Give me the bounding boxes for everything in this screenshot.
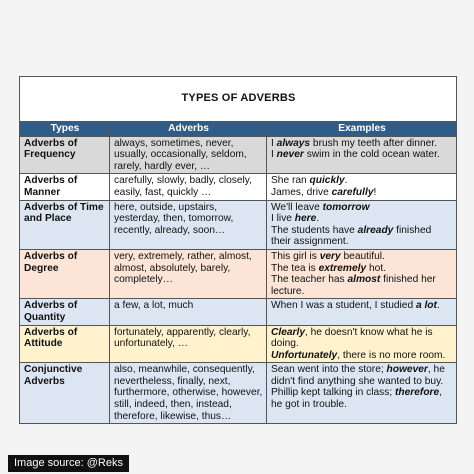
type-cell: Adverbs of Degree <box>20 249 110 298</box>
examples-cell <box>267 325 457 363</box>
example-text: finished her lecture. <box>271 274 436 297</box>
example-adverb: always <box>276 137 311 149</box>
example-text: I <box>271 137 277 149</box>
example-sentence <box>271 175 453 187</box>
example-text: . <box>344 175 348 187</box>
example-text: brush my teeth after dinner. <box>310 137 437 149</box>
example-text: swim in the cold ocean water. <box>303 149 440 161</box>
example-adverb: however <box>386 364 428 376</box>
example-text: . <box>316 213 320 225</box>
header-row <box>20 122 457 137</box>
example-sentence <box>271 327 453 350</box>
example-adverb: almost <box>347 274 381 286</box>
header-examples: Examples <box>267 122 457 137</box>
example-sentence <box>271 213 453 225</box>
row-attitude <box>20 325 457 363</box>
example-sentence <box>271 350 453 362</box>
examples-cell <box>267 200 457 249</box>
example-adverb: tomorrow <box>322 201 370 213</box>
example-sentence <box>271 274 453 297</box>
example-sentence <box>271 387 453 410</box>
row-manner <box>20 174 457 200</box>
row-conjunctive <box>20 363 457 424</box>
example-text: . <box>436 300 440 312</box>
example-text: She ran <box>271 175 310 187</box>
example-sentence <box>271 300 453 312</box>
example-text: This girl is <box>271 250 320 262</box>
example-text: Sean went into the store; <box>271 364 387 376</box>
example-adverb: already <box>357 224 394 236</box>
table-title: TYPES OF ADVERBS <box>20 77 457 122</box>
type-cell: Adverbs of Attitude <box>20 325 110 363</box>
example-text: hot. <box>366 262 386 274</box>
examples-cell <box>267 363 457 424</box>
example-sentence <box>271 138 453 150</box>
row-quantity <box>20 299 457 325</box>
adverbs-cell: fortunately, apparently, clearly, unfortunately, … <box>110 325 267 363</box>
header-adverbs: Adverbs <box>110 122 267 137</box>
type-cell: Adverbs of Frequency <box>20 136 110 174</box>
example-sentence <box>271 149 453 161</box>
example-adverb: extremely <box>318 262 367 274</box>
example-adverb: therefore <box>395 387 440 399</box>
example-sentence <box>271 225 453 248</box>
example-text: We'll leave <box>271 201 323 213</box>
examples-cell <box>267 174 457 200</box>
examples-cell <box>267 136 457 174</box>
example-text: I live <box>271 213 295 225</box>
adverbs-cell: always, sometimes, never, usually, occasionally, seldom, rarely, hardly ever, … <box>110 136 267 174</box>
example-sentence <box>271 202 453 214</box>
example-text: , he doesn't know what he is doing. <box>271 326 433 350</box>
type-cell: Adverbs of Manner <box>20 174 110 200</box>
adverbs-cell: also, meanwhile, consequently, nevertheless, finally, next, furthermore, otherwise, however, still, indeed, then, instead, therefore, likewise, thus… <box>110 363 267 424</box>
adverbs-cell: carefully, slowly, badly, closely, easily, fast, quickly … <box>110 174 267 200</box>
example-sentence <box>271 187 453 199</box>
example-sentence <box>271 263 453 275</box>
adverbs-cell: a few, a lot, much <box>110 299 267 325</box>
example-text: The teacher has <box>271 274 348 286</box>
image-source-label: Image source: @Reks <box>8 455 129 472</box>
adverbs-cell: very, extremely, rather, almost, almost, absolutely, barely, completely… <box>110 249 267 298</box>
example-adverb: a lot <box>415 300 437 312</box>
example-text: When I was a student, I studied <box>271 300 416 312</box>
example-text: , there is no more room. <box>337 349 446 361</box>
example-adverb: never <box>276 149 304 161</box>
example-text: The students have <box>271 224 358 236</box>
example-sentence <box>271 364 453 387</box>
type-cell: Adverbs of Time and Place <box>20 200 110 249</box>
example-text: I <box>271 149 277 161</box>
examples-cell <box>267 299 457 325</box>
row-time-place <box>20 200 457 249</box>
adverbs-cell: here, outside, upstairs, yesterday, then, tomorrow, recently, already, soon… <box>110 200 267 249</box>
example-text: finished their assignment. <box>271 224 432 248</box>
example-text: beautiful. <box>340 250 385 262</box>
example-adverb: Unfortunately <box>271 349 338 361</box>
row-frequency <box>20 136 457 174</box>
example-adverb: very <box>319 250 341 262</box>
type-cell: Adverbs of Quantity <box>20 299 110 325</box>
example-text: , he got in trouble. <box>271 387 443 411</box>
example-adverb: quickly <box>309 175 345 187</box>
example-sentence <box>271 251 453 263</box>
examples-cell <box>267 249 457 298</box>
example-text: Phillip kept talking in class; <box>271 387 396 399</box>
adverbs-table <box>19 76 457 424</box>
example-text: ! <box>373 186 377 198</box>
example-text: The tea is <box>271 262 319 274</box>
header-types: Types <box>20 122 110 137</box>
example-adverb: carefully <box>331 186 374 198</box>
example-text: , he didn't find anything she wanted to buy. <box>271 364 445 387</box>
row-degree <box>20 249 457 298</box>
example-adverb: here <box>294 213 317 225</box>
type-cell: Conjunctive Adverbs <box>20 363 110 424</box>
example-text: James, drive <box>271 186 332 198</box>
example-adverb: Clearly <box>271 326 305 338</box>
